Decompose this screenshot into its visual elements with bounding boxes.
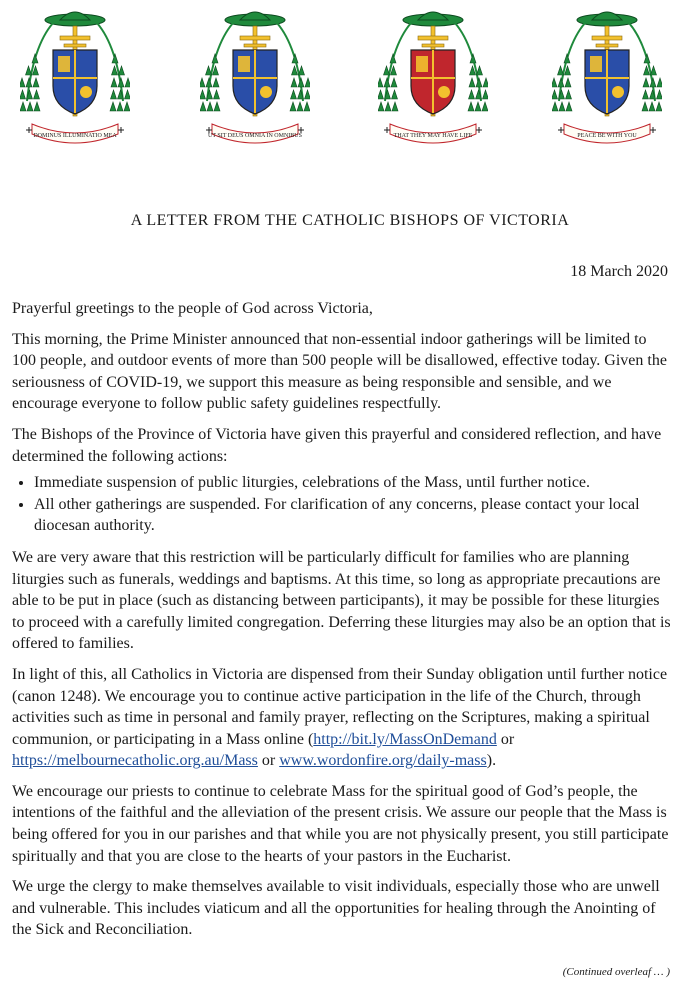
- svg-text:UT SIT DEUS OMNIA IN OMNIBUS: UT SIT DEUS OMNIA IN OMNIBUS: [208, 133, 302, 139]
- or-text: or: [496, 730, 515, 748]
- list-item: • Immediate suspension of public liturgies, celebrations of the Mass, until further notice.: [34, 472, 672, 494]
- greeting: Prayerful greetings to the people of God across Victoria,: [12, 300, 373, 317]
- coat-of-arms-2: [200, 6, 310, 156]
- paragraph-announcement: This morning, the Prime Minister announced that non-essential indoor gatherings will be limited to 100 people, and outdoor events of more than 500 people will be disallowed, effective today. Given the seriousness of COVID-19, we support this measure as being responsible and sensible, and we encourage everyone to follow public safety guidelines respectfully.: [12, 330, 667, 413]
- or-text: or: [257, 752, 280, 770]
- paragraph-reflection: The Bishops of the Province of Victoria have given this prayerful and considered reflection, and have determined the following actions:: [12, 425, 662, 465]
- letter-date: 18 March 2020: [570, 263, 668, 280]
- paragraph-clergy: We urge the clergy to make themselves available to visit individuals, especially those who are unwell and vulnerable. This includes viaticum and all the opportunities for healing through the Anointing of the Sick and Reconciliation.: [12, 878, 660, 939]
- actions-list: [12, 472, 672, 537]
- word-on-fire-link[interactable]: www.wordonfire.org/daily-mass: [279, 752, 487, 770]
- coat-of-arms-4: [552, 6, 662, 156]
- closing-text: ).: [486, 752, 497, 770]
- paragraph-dispensation: [12, 664, 672, 772]
- svg-text:PEACE BE WITH YOU: PEACE BE WITH YOU: [577, 133, 637, 139]
- coat-of-arms-1: [20, 6, 130, 156]
- paragraph-priests: We encourage our priests to continue to celebrate Mass for the spiritual good of God’s people, the intentions of the faithful and the alleviation of the present crisis. We assure our people that the Mass is being offered for you in our parishes and that while you are not physically present, you still participate spiritually and that you are close to the hearts of your pastors in the Eucharist.: [12, 782, 669, 865]
- coat-of-arms-3: [378, 6, 488, 156]
- svg-text:THAT THEY MAY HAVE LIFE: THAT THEY MAY HAVE LIFE: [393, 133, 473, 139]
- coat-of-arms-row: [0, 6, 700, 156]
- list-item: • All other gatherings are suspended. For clarification of any concerns, please contact your local diocesan authority.: [34, 494, 672, 537]
- dispensation-text: In light of this, all Catholics in Victoria are dispensed from their Sunday obligation until further notice (canon 1248). We encourage you to continue active participation in the life of the Church, through activities such as time in personal and family prayer, reflecting on the Scriptures, making a spiritual communion, or participating in a Mass online (: [12, 665, 668, 748]
- continued-overleaf-note: (Continued overleaf … ): [562, 966, 670, 978]
- letter-body: [12, 298, 672, 950]
- letter-title: A LETTER FROM THE CATHOLIC BISHOPS OF VICTORIA: [130, 212, 570, 229]
- mass-on-demand-link[interactable]: http://bit.ly/MassOnDemand: [313, 730, 497, 748]
- svg-text:DOMINUS ILLUMINATIO MEA: DOMINUS ILLUMINATIO MEA: [33, 133, 117, 139]
- paragraph-families: We are very aware that this restriction will be particularly difficult for families who are planning liturgies such as funerals, weddings and baptisms. At this time, so long as appropriate precautions are able to be put in place (such as distancing between participants), it may be possible for these liturgies to proceed with a carefully limited congregation. Deferring these liturgies may also be an option that is offered to families.: [12, 548, 671, 653]
- melbourne-catholic-link[interactable]: https://melbournecatholic.org.au/Mass: [12, 752, 258, 770]
